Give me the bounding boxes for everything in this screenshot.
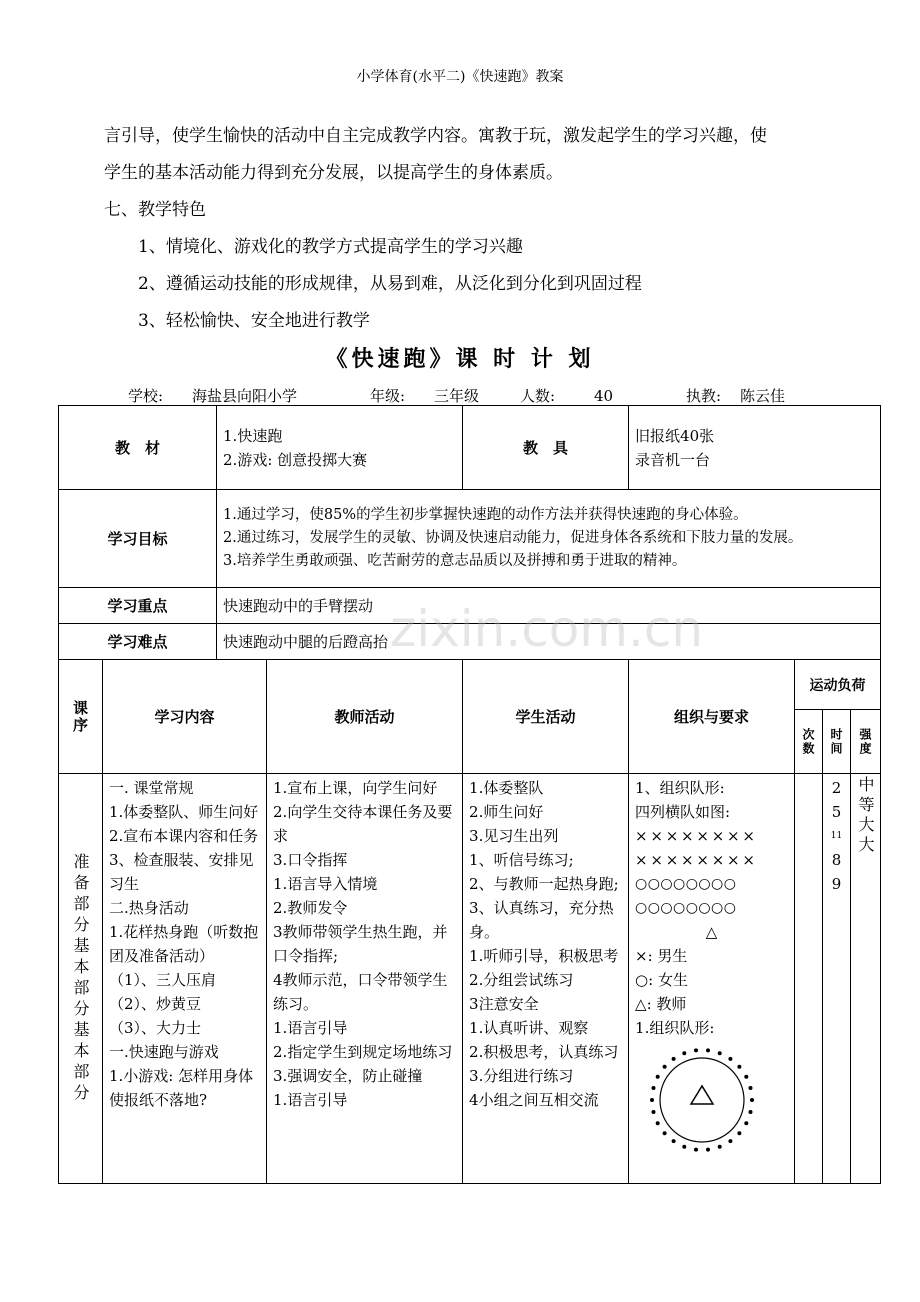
circle-formation-diagram — [647, 1044, 757, 1156]
col-order-label: 课序 — [71, 699, 89, 734]
student-dot — [706, 1048, 710, 1052]
legend-boys: ×: 男生 — [635, 947, 688, 965]
content-line: 二.热身活动 — [109, 899, 189, 917]
col-times-header — [795, 710, 823, 774]
student-dots — [650, 1048, 754, 1151]
duration-value: 11 — [830, 831, 843, 841]
student-dot — [672, 1057, 676, 1061]
col-load-header: 运动负荷 — [795, 660, 881, 710]
formation-row-boys: × × × × × × × × — [635, 851, 754, 869]
col-duration-header — [823, 710, 851, 774]
watermark: zixin.com.cn — [390, 600, 704, 658]
legend-girls: ○: 女生 — [635, 971, 688, 989]
student-dot — [728, 1139, 732, 1143]
intensity-text: 中等大大 — [856, 776, 876, 856]
page-header: 小学体育(水平二)《快速跑》教案 — [356, 69, 564, 85]
content-line: 一. 课堂常规 — [109, 779, 194, 797]
student-cell — [463, 774, 629, 1184]
section7-item-3: 3、轻松愉快、安全地进行教学 — [138, 311, 370, 331]
formation-row-boys: × × × × × × × × — [635, 827, 754, 845]
student-dot — [737, 1065, 741, 1069]
student-line: 4小组之间互相交流 — [469, 1091, 599, 1109]
col-teacher-header: 教师活动 — [267, 660, 463, 774]
content-line: （3）、大力士 — [109, 1019, 202, 1037]
intro-line-2: 学生的基本活动能力得到充分发展，以提高学生的身体素质。 — [104, 163, 563, 183]
student-line: 2.分组尝试练习 — [469, 971, 574, 989]
content-line: （1）、三人压肩 — [109, 971, 217, 989]
student-dot — [750, 1098, 754, 1102]
student-line: 3、认真练习，充分热身。 — [469, 899, 614, 941]
org-cell — [629, 774, 795, 1184]
count-label: 人数: — [520, 387, 556, 405]
student-dot — [706, 1148, 710, 1152]
materials-line-1: 1.快速跑 — [223, 426, 283, 445]
equipment-content — [629, 406, 881, 490]
grade-label: 年级: — [370, 387, 406, 405]
col-content-header: 学习内容 — [103, 660, 267, 774]
student-dot — [682, 1051, 686, 1055]
student-line: 1.听师引导，积极思考 — [469, 947, 619, 965]
goals-content — [217, 490, 881, 588]
duration-value: 8 — [831, 851, 842, 869]
content-line: 1.花样热身跑（听数抱团及准备活动） — [109, 923, 259, 965]
goal-2: 2.通过练习，发展学生的灵敏、协调及快速启动能力，促进身体各系统和下肢力量的发展。 — [223, 530, 803, 546]
student-line: 2.积极思考，认真练习 — [469, 1043, 619, 1061]
student-line: 3注意安全 — [469, 995, 539, 1013]
section7-item-2: 2、遵循运动技能的形成规律，从易到难，从泛化到分化到巩固过程 — [138, 274, 642, 294]
teacher-line: 1.语言引导 — [273, 1091, 348, 1109]
teacher-line: 2.指定学生到规定场地练习 — [273, 1043, 453, 1061]
student-dot — [718, 1145, 722, 1149]
student-line: 1.认真听讲、观察 — [469, 1019, 589, 1037]
teacher-value: 陈云佳 — [740, 387, 786, 405]
org-line-1: 1、组织队形: — [635, 779, 725, 797]
student-dot — [749, 1110, 753, 1114]
student-dot — [650, 1098, 654, 1102]
order-cell — [59, 774, 103, 1184]
content-cell — [103, 774, 267, 1184]
goals-label: 学习目标 — [59, 490, 217, 588]
school-value: 海盐县向阳小学 — [192, 387, 298, 405]
teacher-line: 1.语言引导 — [273, 1019, 348, 1037]
student-dot — [744, 1121, 748, 1125]
materials-line-2: 2.游戏: 创意投掷大赛 — [223, 450, 368, 469]
student-dot — [652, 1110, 656, 1114]
col-intensity-label: 强度 — [858, 727, 873, 756]
col-times-label: 次数 — [801, 727, 816, 756]
grade-value: 三年级 — [434, 387, 480, 405]
student-dot — [682, 1145, 686, 1149]
plan-title: 《快速跑》课 时 计 划 — [325, 346, 595, 372]
materials-label: 教 材 — [59, 406, 217, 490]
content-line: 3、检查服装、安排见习生 — [109, 851, 254, 893]
formation-row-girls: ○ ○ ○ ○ ○ ○ ○ ○ — [635, 876, 734, 892]
difficulty-text: 快速跑动中腿的后蹬高抬 — [223, 632, 389, 651]
content-line: （2）、炒黄豆 — [109, 995, 202, 1013]
teacher-line: 1.语言导入情境 — [273, 875, 378, 893]
difficulty-label: 学习难点 — [59, 624, 217, 660]
student-dot — [672, 1139, 676, 1143]
student-line: 2、与教师一起热身跑; — [469, 875, 619, 893]
student-dot — [744, 1075, 748, 1079]
col-org-header: 组织与要求 — [629, 660, 795, 774]
content-line: 1.小游戏: 怎样用身体使报纸不落地? — [109, 1067, 254, 1109]
intensity-cell — [851, 774, 881, 1184]
info-line — [128, 385, 785, 406]
teacher-line: 2.教师发令 — [273, 899, 348, 917]
duration-value: 9 — [831, 875, 842, 893]
duration-cell — [823, 774, 851, 1184]
content-line: 2.宣布本课内容和任务 — [109, 827, 259, 845]
school-label: 学校: — [128, 387, 164, 405]
formation-circle — [660, 1058, 744, 1142]
formation-row-girls: ○ ○ ○ ○ ○ ○ ○ ○ — [635, 900, 734, 916]
student-dot — [652, 1086, 656, 1090]
student-dot — [694, 1048, 698, 1052]
legend-teacher: △: 教师 — [635, 995, 687, 1013]
section7-heading: 七、教学特色 — [104, 200, 206, 220]
teacher-line: 3.强调安全，防止碰撞 — [273, 1067, 423, 1085]
section7-item-1: 1、情境化、游戏化的教学方式提高学生的学习兴趣 — [138, 237, 523, 257]
materials-content — [217, 406, 463, 490]
student-dot — [728, 1057, 732, 1061]
lesson-plan-table — [58, 405, 881, 1184]
teacher-line: 2.向学生交待本课任务及要求 — [273, 803, 453, 845]
student-dot — [663, 1131, 667, 1135]
content-line: 1.体委整队、师生问好 — [109, 803, 259, 821]
org-line-3: 1.组织队形: — [635, 1019, 715, 1037]
teacher-line: 4教师示范，口令带领学生练习。 — [273, 971, 448, 1013]
equipment-label: 教 具 — [463, 406, 629, 490]
student-dot — [749, 1086, 753, 1090]
teacher-line: 1.宣布上课，向学生问好 — [273, 779, 438, 797]
teacher-mark: △ — [705, 923, 718, 941]
col-duration-label: 时间 — [829, 727, 844, 756]
teacher-line: 3教师带领学生热生跑，并口令指挥; — [273, 923, 448, 965]
equipment-line-1: 旧报纸40张 — [635, 426, 715, 445]
teacher-line: 3.口令指挥 — [273, 851, 348, 869]
student-line: 3.见习生出列 — [469, 827, 559, 845]
student-dot — [737, 1131, 741, 1135]
student-line: 1、听信号练习; — [469, 851, 574, 869]
duration-value: 5 — [831, 803, 842, 821]
goal-1: 1.通过学习，使85%的学生初步掌握快速跑的动作方法并获得快速跑的身心体验。 — [223, 507, 748, 523]
student-line: 1.体委整队 — [469, 779, 544, 797]
teacher-cell — [267, 774, 463, 1184]
focus-text: 快速跑动中的手臂摆动 — [223, 596, 374, 615]
intro-line-1: 言引导，使学生愉快的活动中自主完成教学内容。寓教于玩，激发起学生的学习兴趣，使 — [104, 126, 767, 146]
student-line: 3.分组进行练习 — [469, 1067, 574, 1085]
student-dot — [694, 1148, 698, 1152]
times-cell — [795, 774, 823, 1184]
goal-3: 3.培养学生勇敢顽强、吃苦耐劳的意志品质以及拼搏和勇于进取的精神。 — [223, 553, 687, 569]
student-line: 2.师生问好 — [469, 803, 544, 821]
org-line-2: 四列横队如图: — [635, 803, 731, 821]
focus-label: 学习重点 — [59, 588, 217, 624]
order-text: 准备部分基本部分基本部分 — [71, 852, 90, 1105]
teacher-label: 执教: — [686, 387, 722, 405]
equipment-line-2: 录音机一台 — [635, 450, 711, 469]
duration-value: 2 — [831, 779, 842, 797]
student-dot — [663, 1065, 667, 1069]
content-line: 一.快速跑与游戏 — [109, 1043, 219, 1061]
teacher-triangle-icon — [691, 1086, 713, 1104]
student-dot — [718, 1051, 722, 1055]
count-value: 40 — [594, 387, 614, 405]
col-student-header: 学生活动 — [463, 660, 629, 774]
col-intensity-header — [851, 710, 881, 774]
student-dot — [656, 1075, 660, 1079]
col-order-header — [59, 660, 103, 774]
student-dot — [656, 1121, 660, 1125]
